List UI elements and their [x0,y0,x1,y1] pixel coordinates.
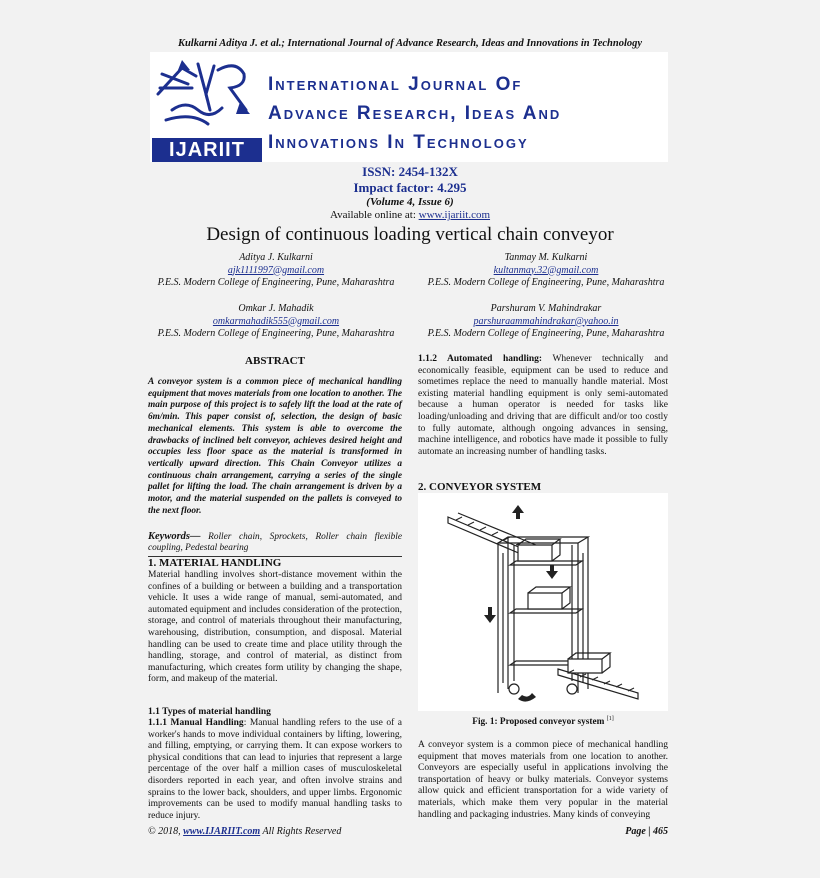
issn: ISSN: 2454-132X [362,164,458,179]
logo-wordmark [268,70,561,157]
figure-caption [418,716,668,727]
footer-copyright [148,826,341,837]
section-text [418,354,668,458]
paragraph-label: 1.1.1 Manual Handling [148,718,244,728]
author-affiliation: P.E.S. Modern College of Engineering, Pune, Maharashtra [427,277,665,288]
author-name: Aditya J. Kulkarni [239,252,313,263]
figure-citation: [1] [606,716,614,722]
footer-rights: All Rights Reserved [260,826,342,837]
section-text: A conveyor system is a common piece of mechanical handling equipment that moves materials from one location to another. Conveyors are especially useful in applications involving the transportation of heavy or bulky materials. Conveyor systems allow quick and efficient transportation for a wide variety of materials, which make them very popular in the material handling and packaging industries. Many kinds of conveying [418,740,668,820]
author-email-link[interactable]: kultanmay.32@gmail.com [493,264,599,276]
paper-title: Design of continuous loading vertical chain conveyor [206,224,614,245]
impact-factor: Impact factor: 4.295 [353,180,467,195]
author-block [396,252,696,290]
author-email-link[interactable]: omkarmahadik555@gmail.com [212,315,340,327]
journal-website-link[interactable]: www.ijariit.com [418,209,491,221]
subsection-heading: 1.1 Types of material handling [148,707,271,717]
footer-copy-prefix: © 2018, [148,826,184,837]
author-block [396,303,696,341]
availability-line [0,209,820,221]
volume-issue: (Volume 4, Issue 6) [366,196,454,208]
keywords-label: Keywords— [148,531,201,542]
abstract-text: A conveyor system is a common piece of mechanical handling equipment that moves materials from one location to another. The main purpose of this project is to safely lift the load at the rate of 6m/min. This paper consist of, selection, the design of basic mechanical elements. This system is able to overcome the drawbacks of inclined belt conveyor, achieves desired height and occupies less floor space as the material is transformed in vertically upward direction. This Chain Conveyor utilizes a continuous chain arrangement, carrying a series of the single pallet for lifting the load. The chain arrangement is driven by a motor, and the material suspended on the pallets is conveyed to the next floor. [148,377,402,516]
page-number: Page | 465 [625,826,668,837]
journal-logo [150,52,668,162]
section-heading: 2. CONVEYOR SYSTEM [418,481,542,493]
author-block [126,252,426,290]
paragraph-label: 1.1.2 Automated handling: [418,354,543,364]
logo-line-1: International Journal Of [268,74,523,95]
author-block [126,303,426,341]
footer-website-link[interactable]: www.IJARIIT.com [183,826,261,837]
paragraph-body: Whenever technically and economically feasible, equipment can be used to reduce and sometimes replace the need to manually handle material. Most existing material handling equipment is only semi-automated because a human operator is needed for tasks like loading/unloading and driving that are difficult and/or too costly to fully automate, although ongoing advances in sensing, machine intelligence, and robotics have made it possible to fully automate an increasing number of handling tasks. [418,354,668,457]
logo-badge: IJARIIT [152,138,262,162]
conveyor-diagram-icon [418,493,668,711]
author-affiliation: P.E.S. Modern College of Engineering, Pune, Maharashtra [157,277,395,288]
author-affiliation: P.E.S. Modern College of Engineering, Pune, Maharashtra [427,328,665,339]
paragraph-body: : Manual handling refers to the use of a worker's hands to move individual containers by lifting, lowering, and filling, emptying, or carrying them. It can expose workers to physical conditions that can lead to injuries that represent a large percentage of the over half a million cases of musculoskeletal disorders reported in each year, and often involve strains and sprains to the lower back, shoulders, and upper limbs. Ergonomic improvements can be used to modify manual handling tasks to reduce injury. [148,718,402,821]
figure-caption-text: Fig. 1: Proposed conveyor system [472,717,605,728]
keywords-list: Roller chain, Sprockets, Roller chain flexible coupling, Pedestal bearing [148,532,402,553]
section-text: Material handling involves short-distance movement within the confines of a building or between a building and a transportation vehicle. It uses a wide range of manual, semi-automated, and automated equipment and includes consideration of the protection, storage, and control of materials throughout their manufacturing, warehousing, distribution, consumption, and disposal. Material handling can be used to create time and place utility through the handling, storage, and control of material, as distinct from manufacturing, which creates form utility by changing the shape, form, and makeup of the material. [148,570,402,685]
logo-line-3: Innovations In Technology [268,132,529,153]
conveyor-figure [418,493,668,711]
logo-line-2: Advance Research, Ideas And [268,103,562,124]
running-head: Kulkarni Aditya J. et al.; International Journal of Advance Research, Ideas and Innovations in Technology [177,38,643,49]
abstract-heading: ABSTRACT [245,355,305,367]
author-email-link[interactable]: ajk1111997@gmail.com [227,264,325,276]
author-name: Parshuram V. Mahindrakar [490,303,602,314]
keywords [148,531,402,554]
emblem-graphic-icon [152,54,260,138]
ijariit-emblem [152,54,260,160]
available-prefix: Available online at: [329,209,419,221]
section-text [148,718,402,822]
author-email-link[interactable]: parshuraammahindrakar@yahoo.in [473,315,619,327]
author-name: Omkar J. Mahadik [238,303,314,314]
author-name: Tanmay M. Kulkarni [504,252,588,263]
section-heading: 1. MATERIAL HANDLING [148,557,282,569]
author-affiliation: P.E.S. Modern College of Engineering, Pune, Maharashtra [157,328,395,339]
